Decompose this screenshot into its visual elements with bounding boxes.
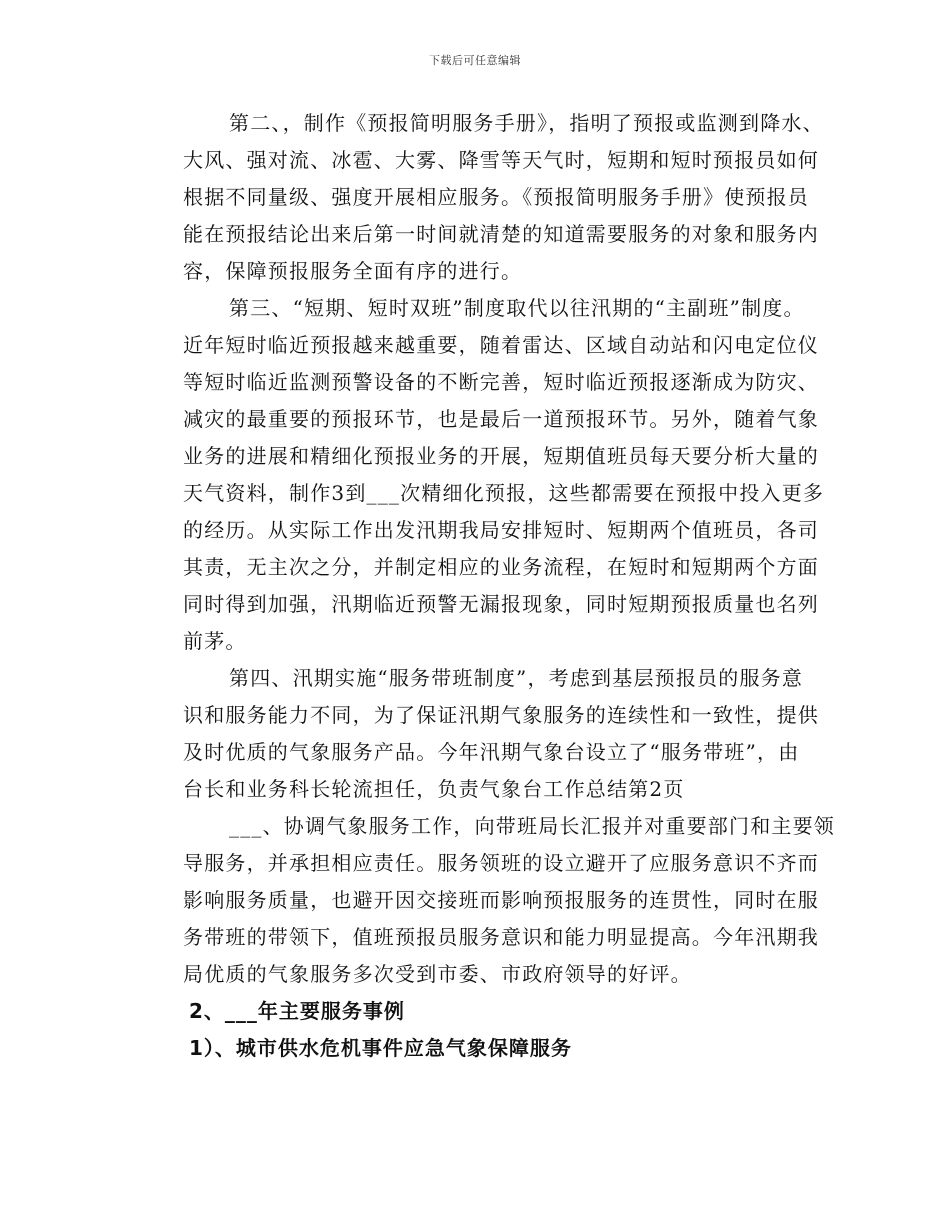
text-line: 业务的进展和精细化预报业务的开展，短期值班员每天要分析大量的	[183, 444, 819, 468]
document-body	[143, 105, 835, 1067]
text-line: 第四、汛期实施“服务带班制度”，考虑到基层预报员的服务意	[229, 666, 804, 690]
text-line: 容，保障预报服务全面有序的进行。	[183, 259, 523, 283]
text-line: 前茅。	[183, 629, 247, 653]
text-line: 减灾的最重要的预报环节，也是最后一道预报环节。另外，随着气象	[183, 407, 819, 431]
text-line: 务带班的带领下，值班预报员服务意识和能力明显提高。今年汛期我	[183, 925, 819, 949]
text-line: 第二、，制作《预报简明服务手册》，指明了预报或监测到降水、	[229, 111, 824, 135]
text-line: 大风、强对流、冰雹、大雾、降雪等天气时，短期和短时预报员如何	[183, 148, 819, 172]
text-line: 能在预报结论出来后第一时间就清楚的知道需要服务的对象和服务内	[183, 222, 819, 246]
section-heading: 2、___年主要服务事例	[189, 999, 405, 1023]
paragraph-fourth	[143, 660, 823, 808]
text-line: 局优质的气象服务多次受到市委、市政府领导的好评。	[183, 962, 692, 986]
text-line: 同时得到加强，汛期临近预警无漏报现象，同时短期预报质量也名列	[183, 592, 819, 616]
text-line: 天气资料，制作3到___次精细化预报，这些都需要在预报中投入更多	[183, 481, 825, 505]
text-line: 识和服务能力不同，为了保证汛期气象服务的连续性和一致性，提供	[183, 703, 819, 727]
text-line: ___、协调气象服务工作，向带班局长汇报并对重要部门和主要领	[229, 814, 835, 838]
text-line: 近年短时临近预报越来越重要，随着雷达、区域自动站和闪电定位仪	[183, 333, 819, 357]
text-line: 导服务，并承担相应责任。服务领班的设立避开了应服务意识不齐而	[183, 851, 819, 875]
page-header: 下载后可任意编辑	[429, 54, 521, 67]
text-line: 的经历。从实际工作出发汛期我局安排短时、短期两个值班员，各司	[183, 518, 819, 542]
text-line: 等短时临近监测预警设备的不断完善，短时临近预报逐渐成为防灾、	[183, 370, 819, 394]
text-line: 影响服务质量，也避开因交接班而影响预报服务的连贯性，同时在服	[183, 888, 819, 912]
text-line: 第三、“短期、短时双班”制度取代以往汛期的“主副班”制度。	[229, 296, 805, 320]
paragraph-coordination	[143, 808, 835, 993]
paragraph-third	[143, 290, 823, 660]
text-line: 台长和业务科长轮流担任，负责气象台工作总结第2页	[183, 777, 685, 801]
text-line: 根据不同量级、强度开展相应服务。《预报简明服务手册》使预报员	[183, 185, 809, 209]
paragraph-second	[143, 105, 823, 290]
text-line: 其责，无主次之分，并制定相应的业务流程，在短时和短期两个方面	[183, 555, 819, 579]
text-line: 及时优质的气象服务产品。今年汛期气象台设立了“服务带班”，由	[183, 740, 800, 764]
subsection-heading: 1）、城市供水危机事件应急气象保障服务	[189, 1036, 572, 1060]
